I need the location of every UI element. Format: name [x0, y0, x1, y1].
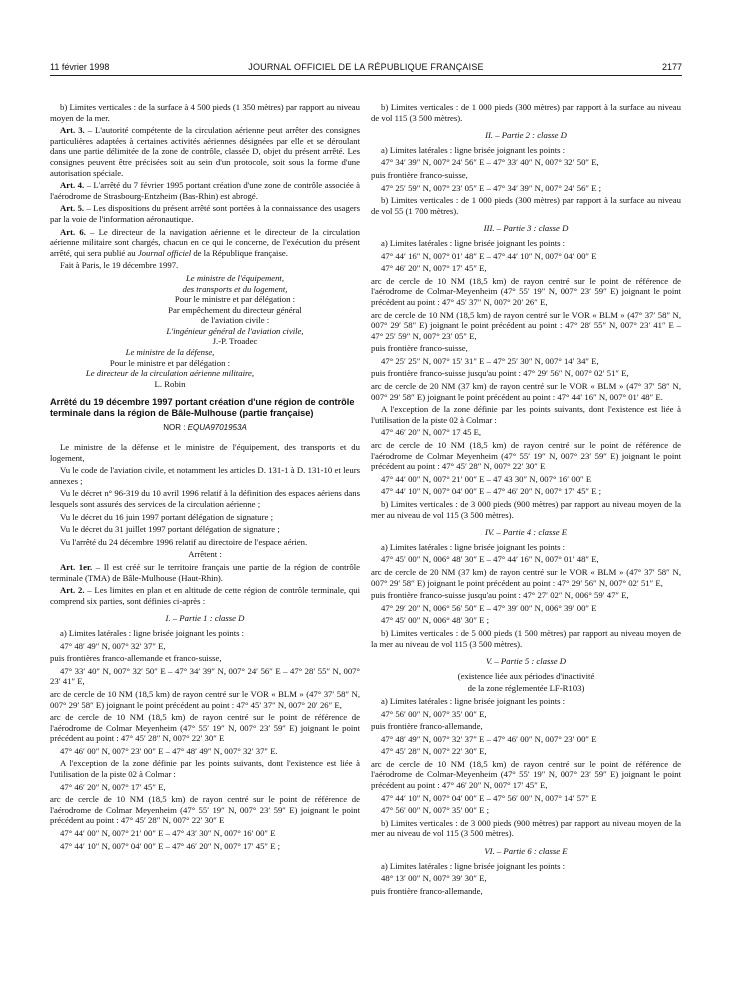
article-heading: Art. 3.: [60, 125, 85, 136]
paragraph: puis frontière franco-suisse jusqu'au point : 47° 27′ 02″ N, 006° 59′ 47″ E,: [371, 590, 629, 601]
signature-line: Le ministre de la défense,: [125, 347, 215, 358]
decree-title: Arrêté du 19 décembre 1997 portant création d'une région de contrôle terminale dans la région de Bâle-Mulhouse (partie française): [50, 397, 355, 419]
paragraph: puis frontière franco-suisse,: [371, 343, 468, 354]
visa: Le ministre de la défense et le ministre de l'équipement, des transports et du logement,: [50, 442, 360, 463]
coordinates: 47° 45′ 00″ N, 006° 48′ 30″ E ;: [381, 615, 489, 626]
part-heading: III. – Partie 3 : classe D: [483, 223, 569, 234]
header-date: 11 février 1998: [50, 62, 110, 72]
paragraph: A l'exception de la zone définie par les points suivants, dont l'existence est liée à l'utilisation de la piste 02 à Colmar :: [50, 758, 360, 780]
part-subheading: de la zone réglementée LF-R103): [467, 683, 585, 694]
paragraph: b) Limites verticales : de 5 000 pieds (1 500 mètres) par rapport au niveau moyen de la mer au niveau de vol 115 (3 500 mètres).: [371, 627, 681, 649]
signature-block-equipement: [50, 273, 360, 347]
paragraph: arc de cercle de 10 NM (18,5 km) de rayon centré sur le point de référence de l'aérodrome de Colmar Meyenheim (47° 55′ 19″ N, 007° 23′ 59″ E) joignant le point précédent au point : 47° 45′ 28″ N, 007° 22′ 30″ E: [50, 712, 360, 744]
signature-line: de l'aviation civile :: [200, 315, 270, 326]
paragraph: puis frontières franco-allemande et franco-suisse,: [50, 653, 222, 664]
article-text: – Les limites en plan et en altitude de cette région de contrôle terminale, qui comprend six parties, sont définies ci-après :: [50, 585, 360, 606]
paragraph: b) Limites verticales : de 3 000 pieds (900 mètres) par rapport au niveau moyen de la mer au niveau de vol 115 (3 500 mètres).: [371, 817, 681, 839]
paragraph: arc de cercle de 10 NM (18,5 km) de rayon centré sur le VOR « BLM » (47° 37′ 58″ N, 007° 29′ 58″ E) joignant le point précédent au point : 47° 28′ 55″ N, 007° 23′ 41″ E – 47° 25′ 59″ N, 007° 23′ 05″ E,: [371, 309, 681, 341]
paragraph: arc de cercle de 20 NM (37 km) de rayon centré sur le VOR « BLM » (47° 37′ 58″ N, 007° 29′ 58″ E) joignant le point précédent au point : 47° 29′ 56″ N, 007° 02′ 51″ E,: [371, 566, 681, 588]
coordinates: 47° 45′ 28″ N, 007° 22′ 30″ E,: [381, 746, 487, 757]
article-text: – L'arrêté du 7 février 1995 portant création d'une zone de contrôle associée à l'aérodrome de Strasbourg-Entzheim (Bas-Rhin) est abrogé.: [50, 180, 360, 201]
coordinates: 47° 44′ 16″ N, 007° 01′ 48″ E – 47° 44′ 10″ N, 007° 04′ 00″ E: [381, 250, 597, 261]
visa: Vu le décret du 16 juin 1997 portant délégation de signature ;: [60, 511, 273, 522]
coordinates: 47° 46′ 00″ N, 007° 23′ 00″ E – 47° 48′ 49″ N, 007° 32′ 37″ E.: [60, 745, 278, 756]
article-text: – Il est créé sur le territoire français une partie de la région de contrôle terminale (TMA) de Bâle-Mulhouse (Haut-Rhin).: [50, 561, 360, 583]
paragraph: a) Limites latérales : ligne brisée joignant les points :: [381, 144, 566, 155]
left-column: [50, 102, 360, 853]
coordinates: 47° 56′ 00″ N, 007° 35′ 00″ E,: [381, 708, 487, 719]
paragraph: a) Limites latérales : ligne brisée joignant les points :: [381, 541, 566, 552]
nor-reference: [50, 423, 360, 434]
coordinates: 47° 25′ 59″ N, 007° 23′ 05″ E – 47° 34′ 39″ N, 007° 24′ 56″ E ;: [381, 182, 602, 193]
paragraph: arc de cercle de 10 NM (18,5 km) de rayon centré sur le point de référence de l'aérodrome de Colmar Meyenheim (47° 55′ 19″ N, 007° 23′ 59″ E) joignant le point précédent au point : 47° 45′ 28″ N, 007° 22′ 30″ E: [371, 440, 681, 472]
article-heading: Art. 2.: [60, 585, 85, 596]
part-heading: V. – Partie 5 : classe D: [485, 656, 567, 667]
article-5: [50, 203, 360, 224]
paragraph: puis frontière franco-suisse jusqu'au point : 47° 29′ 56″ N, 007° 02′ 51″ E,: [371, 368, 629, 379]
part-heading: I. – Partie 1 : classe D: [165, 613, 245, 624]
coordinates: 47° 46′ 20″ N, 007° 17′ 45″ E,: [381, 263, 487, 274]
paragraph: b) Limites verticales : de la surface à 4 500 pieds (1 350 mètres) par rapport au niveau moyen de la mer.: [50, 102, 360, 123]
visa: Vu le décret du 31 juillet 1997 portant délégation de signature ;: [60, 524, 280, 535]
coordinates: 47° 34′ 39″ N, 007° 24′ 56″ E – 47° 33′ 40″ N, 007° 32′ 50″ E,: [381, 157, 599, 168]
signature-line: des transports et du logement,: [182, 283, 288, 294]
coordinates: 47° 56′ 00″ N, 007° 35′ 00″ E ;: [381, 805, 489, 816]
signature-line: Le ministre de l'équipement,: [185, 272, 285, 283]
article-2: [50, 585, 360, 606]
coordinates: 47° 25′ 25″ N, 007° 15′ 31″ E – 47° 25′ 30″ N, 007° 14′ 34″ E,: [381, 355, 599, 366]
article-heading: Art. 5.: [60, 203, 85, 214]
paragraph: arc de cercle de 10 NM (18,5 km) de rayon centré sur le point de référence de l'aérodrome de Colmar-Meyenheim (47° 55′ 19″ N, 007° 23′ 59″ E) joignant le point précédent au point : 47° 46′ 20″ N, 007° 17′ 45″ E,: [371, 758, 681, 791]
article-text: – Le directeur de la navigation aérienne et le directeur de la circulation aérienne militaire sont chargés, chacun en ce qui le concerne, de l'exécution du présent arrêté, qui sera publié au: [50, 226, 360, 258]
article-1: [50, 562, 360, 583]
right-column: [371, 102, 681, 898]
article-6: [50, 227, 360, 259]
article-heading: Art. 6.: [60, 226, 86, 237]
coordinates: 47° 44′ 10″ N, 007° 04′ 00″ E – 47° 56′ 00″ N, 007° 14′ 57″ E: [381, 792, 597, 803]
visa: Vu le code de l'aviation civile, et notamment les articles D. 131-1 à D. 131-10 et leurs annexes ;: [50, 465, 360, 486]
coordinates: 47° 44′ 10″ N, 007° 04′ 00″ E – 47° 46′ 20″ N, 007° 17′ 45″ E ;: [60, 840, 281, 851]
coordinates: 47° 48′ 49″ N, 007° 32′ 37″ E,: [60, 640, 166, 651]
coordinates: 47° 29′ 20″ N, 006° 56′ 50″ E – 47° 39′ 00″ N, 006° 39′ 00″ E: [381, 602, 597, 613]
paragraph: arc de cercle de 10 NM (18,5 km) de rayon centré sur le point de référence de l'aérodrome de Colmar-Meyenheim (47° 55′ 19″ N, 007° 23′ 59″ E) joignant le point précédent au point : 47° 45′ 37″ N, 007° 20′ 26″ E,: [371, 275, 681, 307]
paragraph: A l'exception de la zone définie par les points suivants, dont l'existence est liée à l'utilisation de la piste 02 à Colmar :: [371, 404, 681, 425]
article-heading: Art. 4.: [60, 180, 85, 191]
coordinates: 48° 13′ 00″ N, 007° 39′ 30″ E,: [381, 873, 487, 884]
fait-a-paris: Fait à Paris, le 19 décembre 1997.: [60, 260, 179, 271]
article-text: – Les dispositions du présent arrêté sont portées à la connaissance des usagers par la voie de l'information aéronautique.: [50, 203, 360, 224]
paragraph: a) Limites latérales : ligne brisée joignant les points :: [381, 860, 566, 871]
signature-line: L'ingénieur général de l'aviation civile,: [166, 325, 304, 336]
visa: Vu le décret n° 96-319 du 10 avril 1996 relatif à la définition des espaces aériens dans lesquels sont assurés des services de la circulation aérienne ;: [50, 488, 360, 509]
paragraph: a) Limites latérales : ligne brisée joignant les points :: [381, 237, 566, 248]
header-journal-title: JOURNAL OFFICIEL DE LA RÉPUBLIQUE FRANÇAISE: [248, 62, 484, 72]
journal-officiel-italic: Journal officiel: [137, 247, 192, 258]
part-heading: IV. – Partie 4 : classe E: [484, 527, 568, 538]
paragraph: puis frontière franco-allemande,: [371, 885, 483, 896]
signature-line: Par empêchement du directeur général: [168, 304, 302, 315]
article-4: [50, 180, 360, 201]
signature-line: Pour le ministre et par délégation :: [174, 294, 296, 305]
article-heading: Art. 1er.: [60, 561, 93, 572]
part-subheading: (existence liée aux périodes d'inactivité: [457, 670, 595, 681]
coordinates: 47° 48′ 49″ N, 007° 32′ 37″ E – 47° 46′ 00″ N, 007° 23′ 00″ E: [381, 733, 597, 744]
paragraph: b) Limites verticales : de 1 000 pieds (300 mètres) par rapport à la surface au niveau de vol 55 (1 700 mètres).: [371, 195, 681, 216]
coordinates: 47° 44′ 00″ N, 007° 21′ 00″ E – 47 43 30″ N, 007° 16′ 00″ E: [381, 473, 592, 484]
paragraph: a) Limites latérales : ligne brisée joignant les points :: [60, 627, 245, 638]
signature-line: Pour le ministre et par délégation :: [109, 357, 231, 368]
article-text-end: de la République française.: [191, 247, 288, 258]
part-heading: II. – Partie 2 : classe D: [485, 130, 567, 141]
coordinates: 47° 46′ 20″ N, 007° 17 45 E,: [381, 427, 482, 438]
paragraph: puis frontière franco-suisse,: [371, 169, 468, 180]
paragraph: arc de cercle de 10 NM (18,5 km) de rayon centré sur le point de référence de l'aérodrome de Colmar Meyenheim (47° 55′ 19″ N, 007° 23′ 59″ E) joignant le point précédent au point : 47° 45′ 28″ N, 007° 22′ 30″ E: [50, 794, 360, 826]
paragraph: a) Limites latérales : ligne brisée joignant les points :: [381, 695, 566, 706]
page-header: [50, 60, 682, 74]
article-3: [50, 125, 360, 178]
part-heading: VI. – Partie 6 : classe E: [484, 846, 568, 857]
signature-block-defense: [50, 347, 360, 389]
visa: Vu l'arrêté du 24 décembre 1996 relatif au directoire de l'espace aérien.: [60, 536, 308, 547]
arretent: Arrêtent :: [188, 549, 222, 560]
paragraph: arc de cercle de 10 NM (18,5 km) de rayon centré sur le VOR « BLM » (47° 37′ 58″ N, 007° 29′ 58″ E) joignant le point précédent au point : 47° 45′ 37″ N, 007° 20′ 26″ E,: [50, 688, 360, 710]
signatory-name: L. Robin: [154, 378, 186, 389]
header-rule: [50, 75, 682, 76]
paragraph: arc de cercle de 20 NM (37 km) de rayon centré sur le VOR « BLM » (47° 37′ 58″ N, 007° 29′ 58″ E) joignant le point précédent au point : 47° 44′ 16″ N, 007° 01′ 48″ E.: [371, 381, 681, 402]
paragraph: b) Limites verticales : de 1 000 pieds (300 mètres) par rapport à la surface au niveau de vol 115 (3 500 mètres).: [371, 102, 681, 123]
article-text: – L'autorité compétente de la circulation aérienne peut arrêter des consignes particulières adaptées à certaines activités aériennes désignées par elle et se déroulant dans une partie délimitée de la zone de contrôle, classée D, objet du présent arrêté. Les consignes peuvent être précisées soit au sein d'un protocole, soit sous la forme d'une autorisation spéciale.: [50, 125, 360, 178]
paragraph: b) Limites verticales : de 3 000 pieds (900 mètres) par rapport au niveau moyen de la mer au niveau de vol 115 (3 500 mètres).: [371, 499, 681, 520]
signatory-name: J.-P. Troadec: [212, 336, 258, 347]
coordinates: 47° 45′ 00″ N, 006° 48′ 30″ E – 47° 44′ 16″ N, 007° 01′ 48″ E,: [381, 554, 599, 565]
coordinates: 47° 44′ 00″ N, 007° 21′ 00″ E – 47° 43′ 30″ N, 007° 16′ 00″ E: [60, 828, 276, 839]
signature-line: Le directeur de la circulation aérienne militaire,: [85, 368, 255, 379]
coordinates: 47° 44′ 10″ N, 007° 04′ 00″ E – 47° 46′ 20″ N, 007° 17′ 45″ E ;: [381, 486, 602, 497]
coordinates: 47° 33′ 40″ N, 007° 32′ 50″ E – 47° 34′ 39″ N, 007° 24′ 56″ E – 47° 28′ 55″ N, 007° 23′ 41″ E,: [50, 665, 360, 687]
nor-code: EQUA9701953A: [187, 423, 247, 433]
coordinates: 47° 46′ 20″ N, 007° 17′ 45″ E,: [60, 781, 166, 792]
paragraph: puis frontière franco-allemande,: [371, 721, 483, 732]
header-page-number: 2177: [661, 62, 682, 72]
nor-label: NOR :: [163, 423, 188, 433]
